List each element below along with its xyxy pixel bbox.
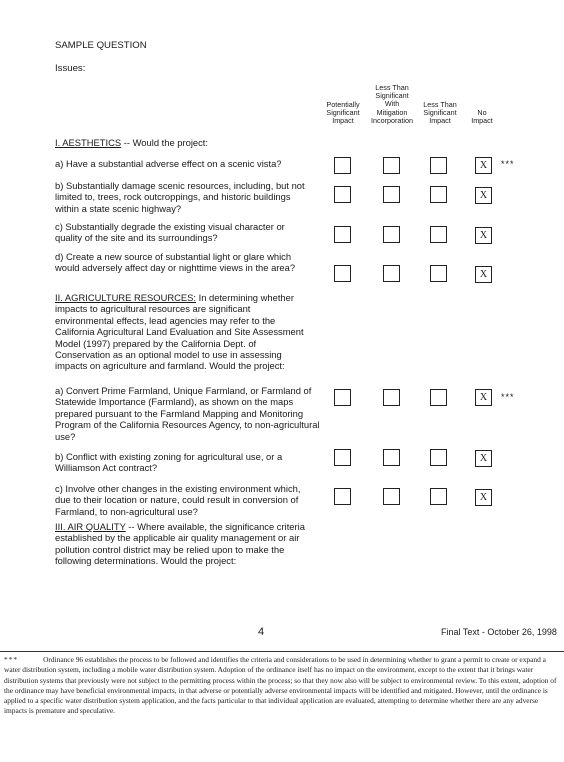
- checkbox-less-than-significant[interactable]: [430, 488, 447, 505]
- checkbox-less-than-significant-mitigation[interactable]: [383, 157, 400, 174]
- column-header-potentially-significant: Potentially Significant Impact: [326, 100, 360, 126]
- checkbox-potentially-significant[interactable]: [334, 226, 351, 243]
- column-header-no-impact: No Impact: [471, 108, 493, 126]
- footnote-marker: ***: [4, 655, 19, 664]
- aesthetics-question-b: b) Substantially damage scenic resources, including, but not limited to, trees, rock outcroppings, and historic buildings within a state scenic highway?: [55, 180, 305, 214]
- footnote-reference-stars: ***: [501, 159, 515, 169]
- aesthetics-question-c: c) Substantially degrade the existing visual character or quality of the site and its surroundings?: [55, 221, 285, 244]
- checkbox-less-than-significant-mitigation[interactable]: [383, 265, 400, 282]
- column-header-less-than-significant-with-mitigation: Less Than Significant With Mitigation Incorporation: [371, 83, 413, 125]
- checkbox-less-than-significant[interactable]: [430, 449, 447, 466]
- checkbox-less-than-significant[interactable]: [430, 389, 447, 406]
- page-number: 4: [258, 626, 265, 638]
- checkbox-no-impact-checked[interactable]: X: [475, 389, 492, 406]
- aesthetics-question-a: a) Have a substantial adverse effect on a scenic vista?: [55, 158, 282, 169]
- agriculture-question-a: a) Convert Prime Farmland, Unique Farmland, or Farmland of Statewide Importance (Farmland), as shown on the maps prepared pursuant to the Farmland Mapping and Monitoring Program of the California Resources Agency, to non-agricultural use?: [55, 385, 320, 442]
- checkbox-less-than-significant[interactable]: [430, 157, 447, 174]
- checkbox-less-than-significant[interactable]: [430, 186, 447, 203]
- footnote: [4, 655, 560, 717]
- air-quality-heading: III. AIR QUALITY -- Where available, the significance criteria established by the applicable air quality management or air pollution control district may be relied upon to make the following determinations. Would the project:: [55, 521, 305, 567]
- checkbox-less-than-significant-mitigation[interactable]: [383, 186, 400, 203]
- footnote-divider: [0, 651, 564, 652]
- checkbox-less-than-significant[interactable]: [430, 226, 447, 243]
- checkbox-no-impact-checked[interactable]: X: [475, 489, 492, 506]
- checkbox-potentially-significant[interactable]: [334, 157, 351, 174]
- footnote-text: Ordinance 96 establishes the process to be followed and identifies the criteria and considerations to be used in determining whether to grant a permit to create or expand a water distribution system, including a mobile water distribution system. Adoption of the ordinance itself has no impact on the environment, except to the extent that it brings water distribution systems that previously were not subject to the permitting process within the process; so that they now also will be subject to environmental review. To this extent, adoption of the ordinance may have beneficial environmental impacts, in that adverse or potentially adverse environmental impacts will be identified and mitigated. However, until the ordinance is applied to a specific water distribution system application, and the facts particular to that individual application are evaluated, attempting to determine whether there are any adverse impacts is premature and speculative.: [4, 655, 557, 716]
- issues-label: Issues:: [55, 63, 86, 74]
- aesthetics-heading: I. AESTHETICS -- Would the project:: [55, 137, 209, 148]
- column-header-less-than-significant: Less Than Significant Impact: [423, 100, 457, 126]
- checkbox-potentially-significant[interactable]: [334, 449, 351, 466]
- checkbox-no-impact-checked[interactable]: X: [475, 187, 492, 204]
- checkbox-less-than-significant-mitigation[interactable]: [383, 449, 400, 466]
- footnote-reference-stars: ***: [501, 392, 515, 402]
- checkbox-less-than-significant-mitigation[interactable]: [383, 389, 400, 406]
- checkbox-potentially-significant[interactable]: [334, 265, 351, 282]
- checkbox-no-impact-checked[interactable]: X: [475, 157, 492, 174]
- checkbox-no-impact-checked[interactable]: X: [475, 227, 492, 244]
- agriculture-heading: II. AGRICULTURE RESOURCES: In determining whether impacts to agricultural resources are significant environmental effects, lead agencies may refer to the California Agricultural Land Evaluation and Site Assessment Model (1997) prepared by the California Dept. of Conservation as an optional model to use in assessing impacts on agriculture and farmland. Would the project:: [55, 292, 304, 372]
- aesthetics-question-d: d) Create a new source of substantial light or glare which would adversely affect day or nighttime views in the area?: [55, 251, 296, 274]
- checkbox-no-impact-checked[interactable]: X: [475, 266, 492, 283]
- page-title: SAMPLE QUESTION: [55, 40, 147, 51]
- checkbox-potentially-significant[interactable]: [334, 389, 351, 406]
- final-text-date: Final Text - October 26, 1998: [441, 627, 557, 637]
- agriculture-question-b: b) Conflict with existing zoning for agricultural use, or a Williamson Act contract?: [55, 451, 283, 474]
- checkbox-no-impact-checked[interactable]: X: [475, 450, 492, 467]
- agriculture-question-c: c) Involve other changes in the existing environment which, due to their location or nature, could result in conversion of Farmland, to non-agricultural use?: [55, 483, 301, 517]
- checkbox-potentially-significant[interactable]: [334, 488, 351, 505]
- checkbox-less-than-significant[interactable]: [430, 265, 447, 282]
- checkbox-less-than-significant-mitigation[interactable]: [383, 488, 400, 505]
- checkbox-less-than-significant-mitigation[interactable]: [383, 226, 400, 243]
- checkbox-potentially-significant[interactable]: [334, 186, 351, 203]
